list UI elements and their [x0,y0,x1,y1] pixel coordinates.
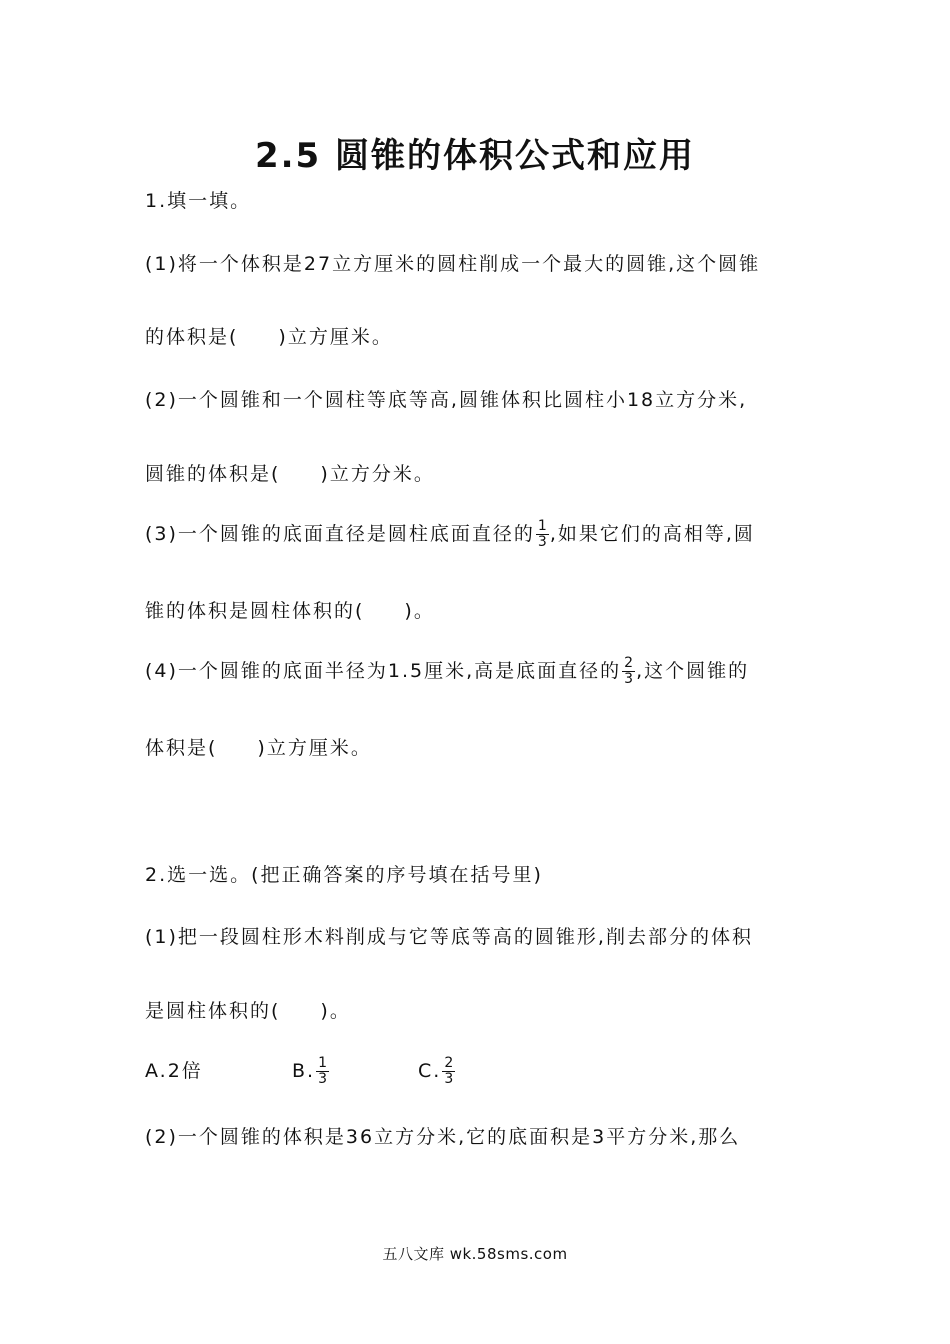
q1-3-line2 [145,596,435,626]
section2-heading: 2.选一选。(把正确答案的序号填在括号里) [145,864,543,886]
q1-3-line1-post: ,如果它们的高相等,圆 [549,523,755,545]
section1-heading: 1.填一填。 [145,190,252,212]
fraction-numerator: 1 [537,518,547,534]
fraction-denominator: 3 [537,534,547,550]
q1-4-line1-pre: (4)一个圆锥的底面半径为1.5厘米,高是底面直径的 [145,660,622,682]
q1-4-line1 [145,656,749,687]
footer-watermark: 五八文库 wk.58sms.com [382,1245,568,1263]
q1-2-line2-pre: 圆锥的体积是( [145,463,281,485]
q1-3-line1 [145,519,755,550]
option-c [418,1056,456,1087]
q1-2-line1: (2)一个圆锥和一个圆柱等底等高,圆锥体积比圆柱小18立方分米, [145,389,748,411]
q1-1-line2-post: )立方厘米。 [278,326,393,348]
q1-2-line2 [145,459,435,489]
fraction [442,1056,455,1087]
q2-1-line1: (1)把一段圆柱形木料削成与它等底等高的圆锥形,削去部分的体积 [145,926,753,948]
q1-3-line2-pre: 锥的体积是圆柱体积的( [145,600,365,622]
q2-1-line2-post: )。 [320,1000,351,1022]
q1-1-line2-pre: 的体积是( [145,326,239,348]
option-c-label: C. [418,1060,442,1082]
q1-1-line2 [145,322,393,352]
fraction-numerator: 2 [624,655,634,671]
option-b-label: B. [292,1060,316,1082]
fraction [316,1056,329,1087]
q1-2-line2-post: )立方分米。 [320,463,435,485]
fraction-numerator: 1 [318,1055,327,1071]
q1-4-line1-post: ,这个圆锥的 [636,660,750,682]
fraction-numerator: 2 [444,1055,454,1071]
q1-3-line2-post: )。 [404,600,435,622]
fraction [622,656,635,687]
q2-1-line2 [145,996,351,1026]
fraction [536,519,549,550]
q1-3-line1-pre: (3)一个圆锥的底面直径是圆柱底面直径的 [145,523,535,545]
fraction-denominator: 3 [318,1071,327,1087]
option-b [292,1056,330,1087]
page-title: 2.5 圆锥的体积公式和应用 [254,136,696,176]
q1-4-line2 [145,733,372,763]
q2-1-line2-pre: 是圆柱体积的( [145,1000,281,1022]
q1-1-line1: (1)将一个体积是27立方厘米的圆柱削成一个最大的圆锥,这个圆锥 [145,253,761,275]
q1-4-line2-post: )立方厘米。 [257,737,372,759]
fraction-denominator: 3 [444,1071,454,1087]
q2-2-line1: (2)一个圆锥的体积是36立方分米,它的底面积是3平方分米,那么 [145,1126,741,1148]
option-a: A.2倍 [145,1060,203,1082]
q1-4-line2-pre: 体积是( [145,737,218,759]
fraction-denominator: 3 [624,671,634,687]
